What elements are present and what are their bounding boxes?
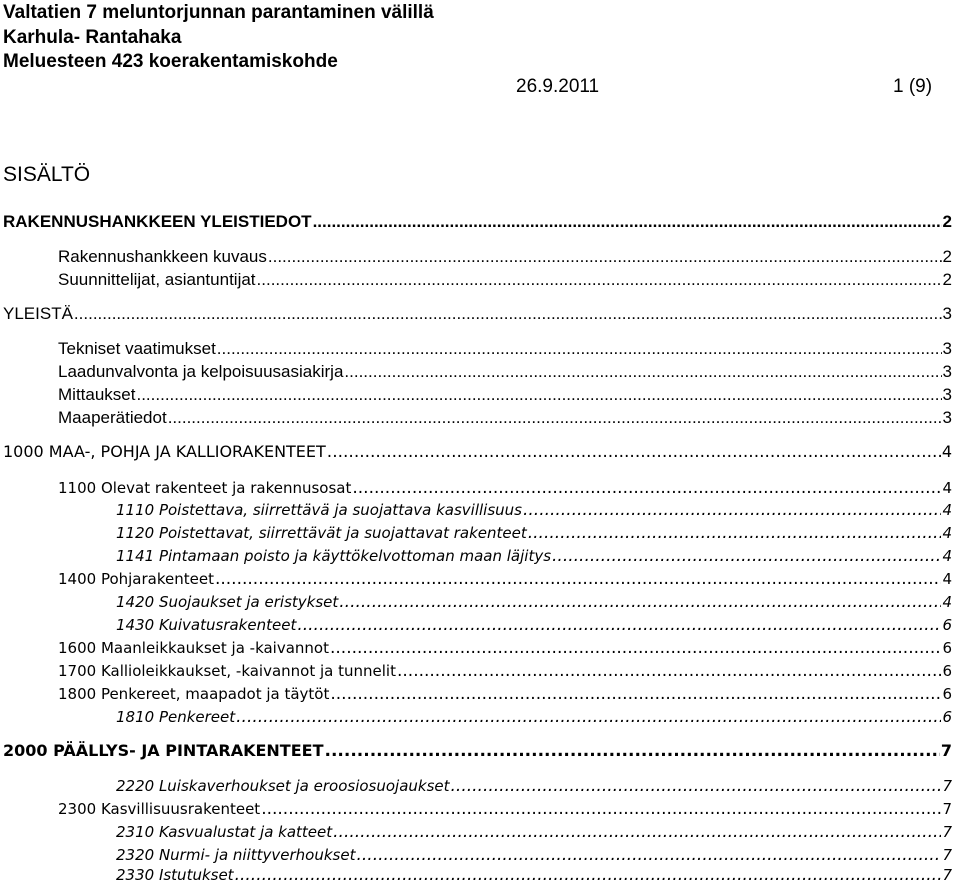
toc-entry-title: 1120 Poistettavat, siirrettävät ja suojattavat rakenteet [116, 524, 527, 542]
toc-entry[interactable] [58, 339, 952, 359]
toc-entry-page: 7 [942, 846, 952, 864]
toc-entry[interactable] [116, 865, 952, 885]
toc-heading: SISÄLTÖ [3, 163, 91, 186]
toc-leader-dots [523, 500, 941, 520]
toc-entry[interactable] [58, 478, 952, 498]
toc-leader-dots [552, 546, 941, 566]
toc-entry-title: Tekniset vaatimukset [58, 339, 216, 358]
toc-leader-dots [257, 270, 942, 290]
toc-entry-title: 2310 Kasvualustat ja katteet [116, 823, 333, 841]
toc-entry-page: 6 [942, 685, 952, 703]
toc-entry[interactable] [116, 592, 952, 612]
toc-entry-title: RAKENNUSHANKKEEN YLEISTIEDOT [3, 212, 312, 231]
toc-entry[interactable] [116, 776, 952, 796]
toc-entry[interactable] [58, 638, 952, 658]
toc-leader-dots [352, 478, 941, 498]
toc-entry-page: 2 [942, 247, 952, 266]
toc-entry-page: 3 [942, 408, 952, 427]
toc-entry[interactable] [58, 270, 952, 290]
toc-entry-title: 1430 Kuivatusrakenteet [116, 616, 297, 634]
toc-leader-dots [297, 615, 941, 635]
toc-leader-dots [397, 661, 941, 681]
toc-entry-page: 4 [942, 479, 952, 497]
toc-leader-dots [215, 569, 941, 589]
toc-entry[interactable] [58, 247, 952, 267]
toc-entry-page: 7 [942, 800, 952, 818]
toc-entry-page: 3 [942, 304, 952, 323]
toc-leader-dots [327, 442, 941, 462]
toc-leader-dots [217, 339, 942, 359]
toc-entry[interactable] [3, 304, 952, 324]
toc-entry-title: 1400 Pohjarakenteet [58, 570, 214, 588]
toc-entry-title: Rakennushankkeen kuvaus [58, 247, 267, 266]
toc-entry-title: Mittaukset [58, 385, 136, 404]
toc-leader-dots [333, 822, 941, 842]
toc-entry[interactable] [58, 799, 952, 819]
toc-entry[interactable] [116, 845, 952, 865]
toc-entry-title: 1600 Maanleikkaukset ja -kaivannot [58, 639, 329, 657]
toc-entry[interactable] [116, 615, 952, 635]
toc-entry[interactable] [116, 546, 952, 566]
toc-entry-page: 4 [942, 524, 952, 542]
toc-entry-page: 3 [942, 385, 952, 404]
toc-entry-title: 1000 MAA-, POHJA JA KALLIORAKENTEET [3, 442, 326, 461]
toc-entry[interactable] [58, 408, 952, 428]
toc-entry-title: YLEISTÄ [3, 304, 73, 323]
toc-entry-page: 7 [942, 823, 952, 841]
toc-entry-page: 3 [942, 362, 952, 381]
header-title-line-2: Karhula- Rantahaka [3, 27, 182, 48]
toc-entry-title: 2300 Kasvillisuusrakenteet [58, 800, 261, 818]
toc-entry[interactable] [3, 212, 952, 232]
toc-entry[interactable] [116, 523, 952, 543]
toc-entry[interactable] [58, 385, 952, 405]
toc-entry-page: 4 [942, 547, 952, 565]
toc-leader-dots [528, 523, 942, 543]
toc-entry-title: Suunnittelijat, asiantuntijat [58, 270, 256, 289]
toc-entry-title: 2320 Nurmi- ja niittyverhoukset [116, 846, 356, 864]
toc-leader-dots [261, 799, 941, 819]
toc-entry-title: 2000 PÄÄLLYS- JA PINTARAKENTEET [3, 741, 324, 760]
toc-entry[interactable] [58, 362, 952, 382]
toc-entry-title: 1100 Olevat rakenteet ja rakennusosat [58, 479, 352, 497]
header-title-line-1: Valtatien 7 meluntorjunnan parantaminen välillä [3, 2, 434, 23]
toc-entry-page: 6 [942, 616, 952, 634]
toc-leader-dots [451, 776, 942, 796]
toc-entry-title: 2330 Istutukset [116, 866, 234, 884]
toc-entry[interactable] [58, 684, 952, 704]
toc-entry-page: 6 [942, 639, 952, 657]
toc-entry-title: Maaperätiedot [58, 408, 167, 427]
toc-entry-page: 2 [942, 212, 952, 231]
toc-entry-page: 6 [942, 662, 952, 680]
toc-leader-dots [268, 247, 942, 267]
header-page-number: 1 (9) [893, 76, 933, 97]
toc-entry-page: 7 [942, 777, 952, 795]
toc-entry-page: 6 [942, 708, 952, 726]
toc-leader-dots [236, 707, 941, 727]
toc-entry[interactable] [58, 569, 952, 589]
toc-entry-page: 4 [942, 570, 952, 588]
toc-entry-title: 1810 Penkereet [116, 708, 236, 726]
toc-entry-page: 2 [942, 270, 952, 289]
toc-entry-title: 1800 Penkereet, maapadot ja täytöt [58, 685, 330, 703]
toc-entry-title: 1420 Suojaukset ja eristykset [116, 593, 339, 611]
toc-entry[interactable] [3, 741, 952, 761]
toc-entry-page: 4 [942, 593, 952, 611]
toc-leader-dots [324, 741, 939, 761]
header-date: 26.9.2011 [516, 76, 600, 97]
header-title-line-3: Meluesteen 423 koerakentamiskohde [3, 51, 338, 72]
toc-entry-page: 4 [942, 501, 952, 519]
toc-entry-page: 7 [940, 741, 952, 760]
toc-entry-page: 3 [942, 339, 952, 358]
toc-entry-title: Laadunvalvonta ja kelpoisuusasiakirja [58, 362, 344, 381]
toc-leader-dots [330, 684, 941, 704]
toc-leader-dots [330, 638, 941, 658]
toc-leader-dots [74, 304, 942, 324]
toc-leader-dots [136, 385, 941, 405]
toc-entry[interactable] [116, 707, 952, 727]
toc-entry-title: 1700 Kallioleikkaukset, -kaivannot ja tunnelit [58, 662, 396, 680]
toc-leader-dots [313, 212, 942, 232]
toc-entry[interactable] [3, 442, 952, 462]
toc-leader-dots [356, 845, 941, 865]
toc-entry-title: 1110 Poistettava, siirrettävä ja suojattava kasvillisuus [116, 501, 522, 519]
toc-leader-dots [235, 865, 942, 885]
toc-entry[interactable] [116, 822, 952, 842]
toc-entry[interactable] [116, 500, 952, 520]
toc-leader-dots [339, 592, 941, 612]
toc-entry-title: 1141 Pintamaan poisto ja käyttökelvottoman maan läjitys [116, 547, 552, 565]
toc-leader-dots [344, 362, 941, 382]
toc-leader-dots [168, 408, 942, 428]
toc-entry-page: 4 [941, 442, 952, 461]
toc-entry-title: 2220 Luiskaverhoukset ja eroosiosuojaukset [116, 777, 450, 795]
toc-entry-page: 7 [942, 866, 952, 884]
toc-entry[interactable] [58, 661, 952, 681]
